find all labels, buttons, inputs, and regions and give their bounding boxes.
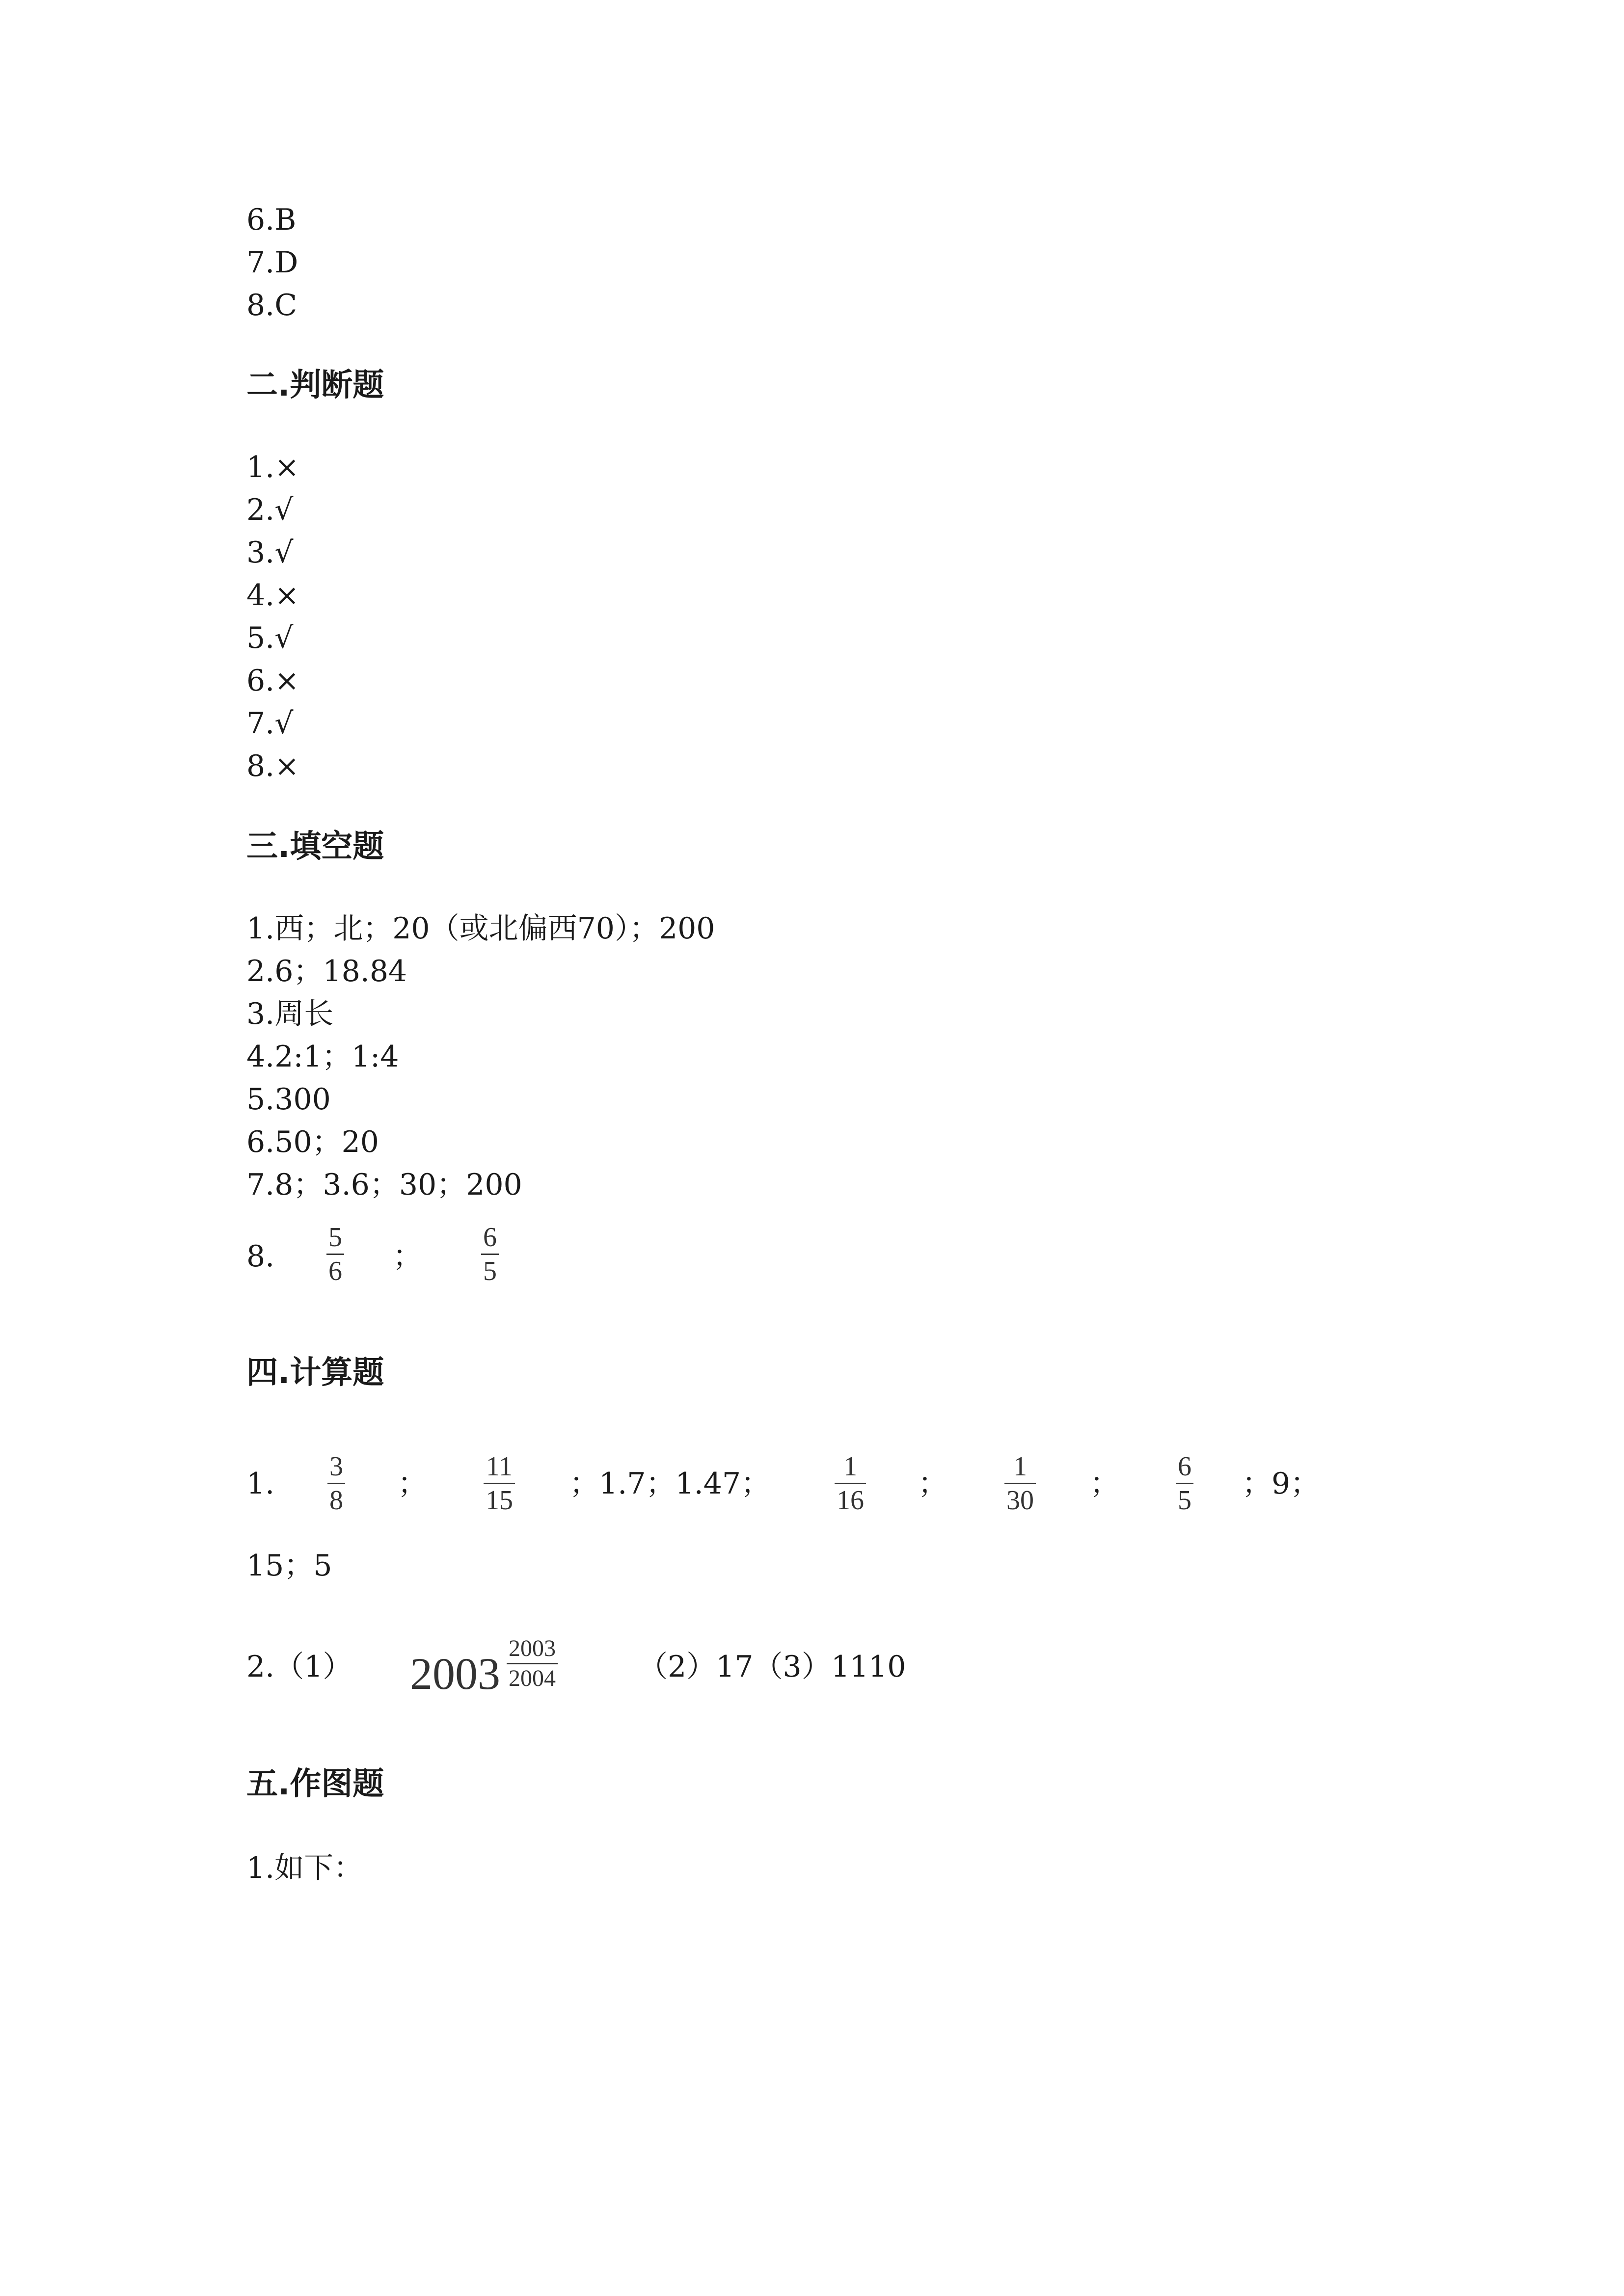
fraction-denominator: 6 <box>326 1254 344 1287</box>
judgement-answer: 8.× <box>246 749 299 783</box>
fraction <box>327 1450 345 1517</box>
fraction <box>835 1450 866 1517</box>
separator: ； <box>393 1239 422 1274</box>
fraction <box>1176 1450 1193 1517</box>
fraction <box>1004 1450 1036 1517</box>
fraction-denominator: 8 <box>327 1483 345 1517</box>
fraction-numerator: 2003 <box>509 1635 556 1661</box>
fill-blank-answer: 2.6；18.84 <box>246 954 407 988</box>
fraction-denominator: 5 <box>1176 1483 1193 1517</box>
judgement-answer: 5.√ <box>246 621 294 655</box>
drawing-answer: 1.如下： <box>246 1851 363 1885</box>
separator: ； <box>918 1467 947 1501</box>
fill-blank-answer: 6.50；20 <box>246 1125 379 1159</box>
section-heading-fill-blank: 三.填空题 <box>246 828 384 865</box>
calc-1-continuation: 15；5 <box>246 1548 332 1583</box>
section-heading-judgement: 二.判断题 <box>246 367 384 403</box>
fraction-numerator: 5 <box>328 1222 342 1253</box>
choice-answer-7: 7.D <box>246 245 298 280</box>
calc-1-label: 1. <box>246 1467 275 1501</box>
fraction-numerator: 11 <box>486 1451 513 1482</box>
fraction <box>484 1450 515 1517</box>
calc-2-label: 2.（1） <box>246 1650 352 1684</box>
fraction-denominator: 5 <box>481 1254 499 1287</box>
fill-blank-answer: 7.8；3.6；30；200 <box>246 1168 522 1202</box>
judgement-answer: 3.√ <box>246 535 294 570</box>
choice-answer-6: 6.B <box>246 203 297 237</box>
fraction-numerator: 3 <box>329 1451 343 1482</box>
judgement-answer: 6.× <box>246 664 299 698</box>
calc-1-middle-text: ；1.7；1.47； <box>569 1467 771 1501</box>
choice-answer-8: 8.C <box>246 288 298 322</box>
fill-blank-answer: 1.西；北；20（或北偏西70）；200 <box>246 911 715 946</box>
fraction-denominator: 16 <box>835 1483 866 1517</box>
fraction-denominator: 2004 <box>507 1663 558 1693</box>
fraction-denominator: 30 <box>1004 1483 1036 1517</box>
fraction-numerator: 6 <box>483 1222 497 1253</box>
section-heading-calculation: 四.计算题 <box>246 1355 384 1391</box>
judgement-answer: 7.√ <box>246 706 294 741</box>
fraction <box>507 1634 558 1693</box>
fill-blank-answer: 4.2:1；1:4 <box>246 1040 399 1074</box>
judgement-answer: 4.× <box>246 578 299 613</box>
fraction <box>326 1221 344 1287</box>
calc-1-tail-text: ；9； <box>1242 1467 1320 1501</box>
calc-2-rest: （2）17（3）1110 <box>638 1650 906 1684</box>
section-heading-drawing: 五.作图题 <box>246 1766 384 1802</box>
fraction-numerator: 1 <box>1013 1451 1027 1482</box>
separator: ； <box>1090 1467 1119 1501</box>
fill-blank-answer: 5.300 <box>246 1082 331 1117</box>
fill-blank-answer: 3.周长 <box>246 997 334 1031</box>
fraction-denominator: 15 <box>484 1483 515 1517</box>
judgement-answer: 1.× <box>246 450 299 484</box>
judgement-answer: 2.√ <box>246 493 294 527</box>
separator: ； <box>398 1467 427 1501</box>
mixed-number-integer: 2003 <box>410 1649 500 1699</box>
fraction-numerator: 1 <box>843 1451 857 1482</box>
fraction-numerator: 6 <box>1178 1451 1191 1482</box>
fraction <box>481 1221 499 1287</box>
fill-blank-8-label: 8. <box>246 1239 275 1274</box>
